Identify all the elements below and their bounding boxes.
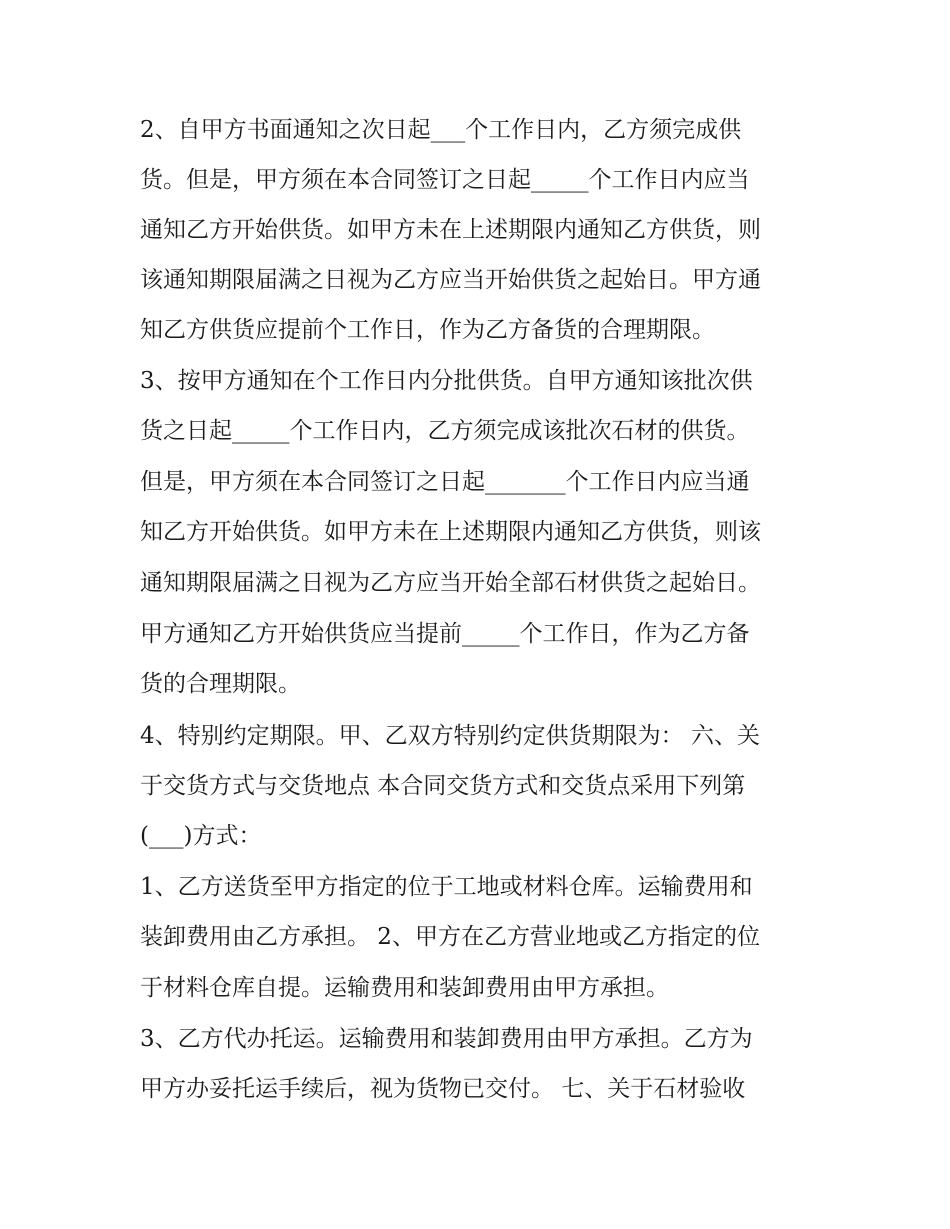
- text-line-11: 甲方通知乙方开始供货应当提前_____个工作日，作为乙方备: [140, 621, 750, 647]
- text-line-1: 2、自甲方书面通知之次日起___个工作日内，乙方须完成供: [140, 117, 742, 143]
- text-line-13: 4、特别约定期限。甲、乙双方特别约定供货期限为： 六、关: [140, 723, 760, 749]
- text-line-7: 货之日起_____个工作日内，乙方须完成该批次石材的供货。: [140, 418, 750, 444]
- text-line-6: 3、按甲方通知在个工作日内分批供货。自甲方通知该批次供: [140, 368, 753, 394]
- text-line-3: 通知乙方开始供货。如甲方未在上述期限内通知乙方供货，则: [140, 217, 761, 243]
- text-line-19: 3、乙方代办托运。运输费用和装卸费用由甲方承担。乙方为: [140, 1026, 753, 1052]
- text-line-16: 1、乙方送货至甲方指定的位于工地或材料仓库。运输费用和: [140, 874, 753, 900]
- text-line-4: 该通知期限届满之日视为乙方应当开始供货之起始日。甲方通: [140, 267, 761, 293]
- text-line-17: 装卸费用由乙方承担。 2、甲方在乙方营业地或乙方指定的位: [140, 924, 760, 950]
- text-line-10: 通知期限届满之日视为乙方应当开始全部石材供货之起始日。: [140, 570, 761, 596]
- text-line-2: 货。但是，甲方须在本合同签订之日起_____个工作日内应当: [140, 167, 750, 193]
- text-line-18: 于材料仓库自提。运输费用和装卸费用由甲方承担。: [140, 975, 669, 1001]
- text-line-12: 货的合理期限。: [140, 671, 301, 697]
- text-line-15: (___)方式：: [140, 823, 262, 849]
- text-line-9: 知乙方开始供货。如甲方未在上述期限内通知乙方供货，则该: [140, 519, 761, 545]
- text-line-14: 于交货方式与交货地点 本合同交货方式和交货点采用下列第: [140, 773, 746, 799]
- text-line-5: 知乙方供货应提前个工作日，作为乙方备货的合理期限。: [140, 317, 715, 343]
- text-line-8: 但是，甲方须在本合同签订之日起_______个工作日内应当通: [140, 469, 750, 495]
- text-line-20: 甲方办妥托运手续后，视为货物已交付。 七、关于石材验收: [140, 1076, 746, 1102]
